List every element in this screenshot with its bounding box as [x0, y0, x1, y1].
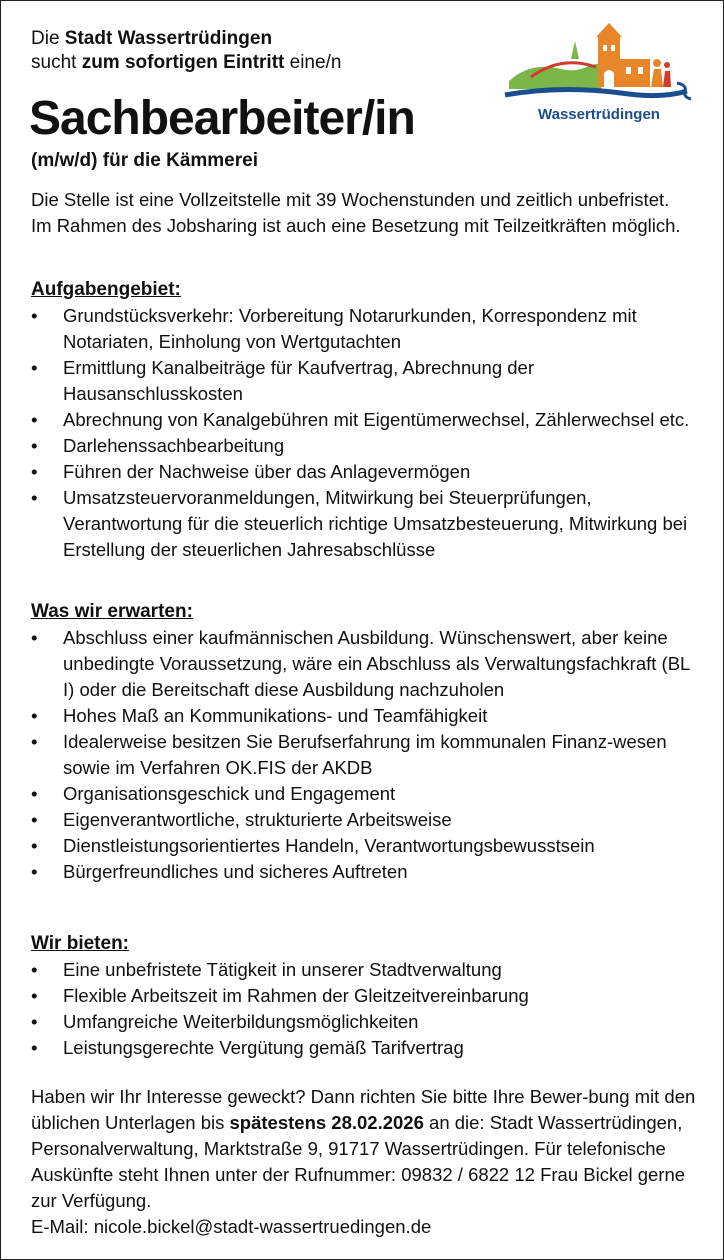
list-item: • Bürgerfreundliches und sicheres Auftreten: [31, 859, 701, 885]
logo-text: Wassertrüdingen: [538, 106, 660, 123]
tasks-section: [31, 277, 701, 563]
tasks-heading: Aufgabengebiet:: [31, 279, 181, 300]
list-item: • Ermittlung Kanalbeiträge für Kaufvertrag, Abrechnung der Hausanschlusskosten: [31, 355, 701, 407]
list-item: • Hohes Maß an Kommunikations- und Teamfähigkeit: [31, 703, 701, 729]
expectations-heading: Was wir erwarten:: [31, 601, 193, 622]
tasks-list: [31, 303, 701, 563]
contact-paragraph: [31, 1084, 701, 1240]
list-item: • Eigenverantwortliche, strukturierte Arbeitsweise: [31, 807, 701, 833]
list-item: • Umfangreiche Weiterbildungsmöglichkeiten: [31, 1009, 701, 1035]
list-item: • Darlehenssachbearbeitung: [31, 433, 701, 459]
list-item: • Leistungsgerechte Vergütung gemäß Tarifvertrag: [31, 1035, 701, 1061]
employer-name: Stadt Wassertrüdingen: [64, 28, 273, 49]
list-item: • Organisationsgeschick und Engagement: [31, 781, 701, 807]
list-item: • Umsatzsteuervoranmeldungen, Mitwirkung bei Steuerprüfungen, Verantwortung für die steuerlich richtige Umsatzbesteuerung, Mitwirkung bei Erstellung der steuerlichen Jahresabschlüsse: [31, 485, 701, 563]
start-date-text: zum sofortigen Eintritt: [81, 52, 285, 73]
application-deadline: spätestens 28.02.2026: [229, 1112, 424, 1133]
job-title: Sachbearbeiter/in: [29, 92, 415, 145]
list-item: • Abschluss einer kaufmännischen Ausbildung. Wünschenswert, aber keine unbedingte Voraussetzung, wäre ein Abschluss als Verwaltungsfachkraft (BL I) oder die Bereitschaft diese Ausbildung nachzuholen: [31, 625, 701, 703]
offer-section: [31, 931, 701, 1061]
job-subtitle: (m/w/d) für die Kämmerei: [31, 150, 258, 171]
contact-text-post: an die: Stadt Wassertrüdingen, Personalverwaltung, Marktstraße 9, 91717 Wassertrüdingen. Für telefonische Auskünfte steht Ihnen unter der Rufnummer: 09832 / 6822 12 Frau Bickel gerne zur Verfügung.: [31, 1112, 686, 1211]
list-item: • Idealerweise besitzen Sie Berufserfahrung im kommunalen Finanz-wesen sowie im Verfahren OK.FIS der AKDB: [31, 729, 701, 781]
list-item: • Grundstücksverkehr: Vorbereitung Notarurkunden, Korrespondenz mit Notariaten, Einholung von Wertgutachten: [31, 303, 701, 355]
list-item: • Dienstleistungsorientiertes Handeln, Verantwortungsbewusstsein: [31, 833, 701, 859]
intro-line-1: [31, 27, 341, 51]
logo-blue-wave: [505, 89, 687, 95]
logo-wall: [620, 59, 650, 87]
list-item: • Abrechnung von Kanalgebühren mit Eigentümerwechsel, Zählerwechsel etc.: [31, 407, 701, 433]
logo-figure-head: [653, 59, 661, 67]
intro-line-2-post: eine/n: [289, 52, 342, 73]
intro-line-2-pre: sucht: [31, 52, 77, 73]
lead-paragraph: Die Stelle ist eine Vollzeitstelle mit 39 Wochenstunden und zeitlich unbefristet. Im Rahmen des Jobsharing ist auch eine Besetzung mit Teilzeitkräften möglich.: [31, 189, 681, 236]
intro-text: [31, 27, 341, 75]
offer-list: [31, 957, 701, 1061]
logo-tower-roof: [596, 23, 622, 37]
intro-line-1-pre: Die: [31, 28, 60, 49]
contact-email[interactable]: E-Mail: nicole.bickel@stadt-wassertruedingen.de: [31, 1216, 432, 1237]
offer-heading: Wir bieten:: [31, 933, 129, 954]
list-item: • Eine unbefristete Tätigkeit in unserer Stadtverwaltung: [31, 957, 701, 983]
list-item: • Flexible Arbeitszeit im Rahmen der Gleitzeitvereinbarung: [31, 983, 701, 1009]
expectations-list: [31, 625, 701, 885]
list-item: • Führen der Nachweise über das Anlagevermögen: [31, 459, 701, 485]
logo-tree: [571, 41, 579, 59]
logo-green-hill: [509, 63, 601, 89]
intro-line-2: [31, 51, 341, 75]
expectations-section: [31, 599, 701, 885]
contact-text-pre: Haben wir Ihr Interesse geweckt? Dann richten Sie bitte Ihre Bewer-bung mit den üblichen Unterlagen bis: [31, 1086, 696, 1133]
